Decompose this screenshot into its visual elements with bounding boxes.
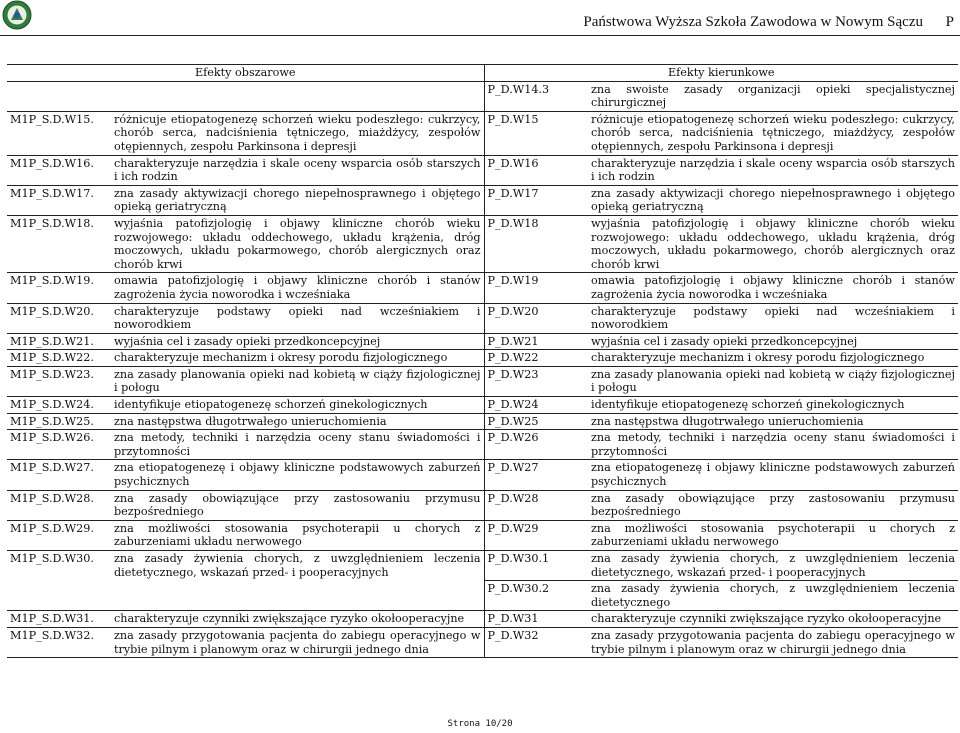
- left-code: M1P_S.D.W29.: [7, 520, 111, 550]
- right-code: P_D.W16: [484, 155, 588, 185]
- right-desc: wyjaśnia cel i zasady opieki przedkoncepcyjnej: [588, 333, 958, 350]
- table-row: [7, 333, 958, 350]
- right-column-header: Efekty kierunkowe: [484, 65, 958, 82]
- table-row: [7, 366, 958, 396]
- right-desc: zna metody, techniki i narzędzia oceny stanu świadomości i przytomności: [588, 430, 958, 460]
- empty-cell: [7, 81, 484, 111]
- table-row: [7, 551, 958, 581]
- right-desc: charakteryzuje mechanizm i okresy porodu fizjologicznego: [588, 350, 958, 367]
- left-desc: wyjaśnia patofizjologię i objawy kliniczne chorób wieku rozwojowego: układu oddechowego, układu krążenia, dróg moczowych, układu pokarmowego, chorób alergicznych oraz chorób krwi: [111, 215, 484, 272]
- table-row: [7, 185, 958, 215]
- table-body-tail: [7, 611, 958, 658]
- right-desc: zna zasady żywienia chorych, z uwzględnieniem leczenia dietetycznego: [588, 581, 958, 611]
- left-code: M1P_S.D.W19.: [7, 273, 111, 303]
- left-desc: zna możliwości stosowania psychoterapii u chorych z zaburzeniami układu nerwowego: [111, 520, 484, 550]
- page-footer: Strona 10/20: [447, 719, 513, 729]
- page-title: Państwowa Wyższa Szkoła Zawodowa w Nowym Sączu: [583, 14, 923, 30]
- left-desc: wyjaśnia cel i zasady opieki przedkoncepcyjnej: [111, 333, 484, 350]
- table-row: [7, 215, 958, 272]
- left-code: M1P_S.D.W24.: [7, 397, 111, 414]
- table-header-row: [7, 65, 958, 82]
- header-rule: [0, 35, 960, 36]
- left-column-header: Efekty obszarowe: [7, 65, 484, 82]
- table-row: [7, 111, 958, 155]
- table-row: [7, 460, 958, 490]
- right-code: P_D.W23: [484, 366, 588, 396]
- right-code: P_D.W27: [484, 460, 588, 490]
- right-desc: wyjaśnia patofizjologię i objawy kliniczne chorób wieku rozwojowego: układu oddechowego, układu krążenia, dróg moczowych, układu pokarmowego, chorób alergicznych oraz chorób krwi: [588, 215, 958, 272]
- right-desc: zna zasady planowania opieki nad kobietą w ciąży fizjologicznej i połogu: [588, 366, 958, 396]
- header-letter: P: [945, 14, 954, 30]
- right-code: P_D.W19: [484, 273, 588, 303]
- table-row: [7, 81, 958, 111]
- left-code: M1P_S.D.W17.: [7, 185, 111, 215]
- table-row: [7, 520, 958, 550]
- page-header: [0, 14, 960, 34]
- left-desc: zna zasady aktywizacji chorego niepełnosprawnego i objętego opieką geriatryczną: [111, 185, 484, 215]
- right-desc: zna zasady aktywizacji chorego niepełnosprawnego i objętego opieką geriatryczną: [588, 185, 958, 215]
- left-desc: zna zasady planowania opieki nad kobietą w ciąży fizjologicznej i połogu: [111, 366, 484, 396]
- table-body: [7, 111, 958, 550]
- left-code: M1P_S.D.W30.: [7, 551, 111, 611]
- left-code: M1P_S.D.W23.: [7, 366, 111, 396]
- right-desc: zna swoiste zasady organizacji opieki specjalistycznej chirurgicznej: [588, 81, 958, 111]
- table-row: [7, 413, 958, 430]
- right-code: P_D.W22: [484, 350, 588, 367]
- right-code: P_D.W25: [484, 413, 588, 430]
- left-code: M1P_S.D.W18.: [7, 215, 111, 272]
- right-desc: charakteryzuje czynniki zwiększające ryzyko okołooperacyjne: [588, 611, 958, 628]
- table-row: [7, 303, 958, 333]
- left-code: M1P_S.D.W27.: [7, 460, 111, 490]
- right-desc: zna zasady przygotowania pacjenta do zabiegu operacyjnego w trybie pilnym i planowym oraz w chirurgii jednego dnia: [588, 627, 958, 657]
- left-desc: charakteryzuje mechanizm i okresy porodu fizjologicznego: [111, 350, 484, 367]
- left-code: M1P_S.D.W21.: [7, 333, 111, 350]
- right-desc: zna następstwa długotrwałego unieruchomienia: [588, 413, 958, 430]
- left-code: M1P_S.D.W32.: [7, 627, 111, 657]
- left-desc: zna zasady obowiązujące przy zastosowaniu przymusu bezpośredniego: [111, 490, 484, 520]
- right-code: P_D.W24: [484, 397, 588, 414]
- left-desc: zna zasady żywienia chorych, z uwzględnieniem leczenia dietetycznego, wskazań przed- i pooperacyjnych: [111, 551, 484, 611]
- left-desc: zna etiopatogenezę i objawy kliniczne podstawowych zaburzeń psychicznych: [111, 460, 484, 490]
- left-desc: zna zasady przygotowania pacjenta do zabiegu operacyjnego w trybie pilnym i planowym oraz w chirurgii jednego dnia: [111, 627, 484, 657]
- right-code: P_D.W30.1: [484, 551, 588, 581]
- right-code: P_D.W21: [484, 333, 588, 350]
- right-code: P_D.W30.2: [484, 581, 588, 611]
- left-code: M1P_S.D.W31.: [7, 611, 111, 628]
- left-code: M1P_S.D.W28.: [7, 490, 111, 520]
- left-desc: omawia patofizjologię i objawy kliniczne chorób i stanów zagrożenia życia noworodka i wcześniaka: [111, 273, 484, 303]
- left-desc: zna następstwa długotrwałego unieruchomienia: [111, 413, 484, 430]
- right-desc: zna etiopatogenezę i objawy kliniczne podstawowych zaburzeń psychicznych: [588, 460, 958, 490]
- table-row: [7, 611, 958, 628]
- right-code: P_D.W14.3: [484, 81, 588, 111]
- left-desc: charakteryzuje narzędzia i skale oceny wsparcia osób starszych i ich rodzin: [111, 155, 484, 185]
- right-desc: charakteryzuje narzędzia i skale oceny wsparcia osób starszych i ich rodzin: [588, 155, 958, 185]
- right-code: P_D.W32: [484, 627, 588, 657]
- left-desc: charakteryzuje podstawy opieki nad wcześniakiem i noworodkiem: [111, 303, 484, 333]
- right-desc: charakteryzuje podstawy opieki nad wcześniakiem i noworodkiem: [588, 303, 958, 333]
- left-desc: różnicuje etiopatogenezę schorzeń wieku podeszłego: cukrzycy, chorób serca, nadciśnienia tętniczego, miażdżycy, zespołów otępiennych, zespołu Parkinsona i depresji: [111, 111, 484, 155]
- left-code: M1P_S.D.W16.: [7, 155, 111, 185]
- right-desc: zna możliwości stosowania psychoterapii u chorych z zaburzeniami układu nerwowego: [588, 520, 958, 550]
- table-row: [7, 397, 958, 414]
- right-code: P_D.W20: [484, 303, 588, 333]
- right-desc: zna zasady żywienia chorych, z uwzględnieniem leczenia dietetycznego, wskazań przed- i pooperacyjnych: [588, 551, 958, 581]
- table-row: [7, 350, 958, 367]
- left-code: M1P_S.D.W26.: [7, 430, 111, 460]
- left-code: M1P_S.D.W25.: [7, 413, 111, 430]
- left-desc: identyfikuje etiopatogenezę schorzeń ginekologicznych: [111, 397, 484, 414]
- right-desc: omawia patofizjologię i objawy kliniczne chorób i stanów zagrożenia życia noworodka i wcześniaka: [588, 273, 958, 303]
- right-desc: różnicuje etiopatogenezę schorzeń wieku podeszłego: cukrzycy, chorób serca, nadciśnienia tętniczego, miażdżycy, zespołów otępiennych, zespołu Parkinsona i depresji: [588, 111, 958, 155]
- left-desc: zna metody, techniki i narzędzia oceny stanu świadomości i przytomności: [111, 430, 484, 460]
- right-code: P_D.W26: [484, 430, 588, 460]
- right-code: P_D.W18: [484, 215, 588, 272]
- left-code: M1P_S.D.W15.: [7, 111, 111, 155]
- right-code: P_D.W17: [484, 185, 588, 215]
- table-row: [7, 430, 958, 460]
- right-code: P_D.W29: [484, 520, 588, 550]
- table-row: [7, 490, 958, 520]
- left-code: M1P_S.D.W20.: [7, 303, 111, 333]
- table-row: [7, 627, 958, 657]
- left-code: M1P_S.D.W22.: [7, 350, 111, 367]
- right-code: P_D.W15: [484, 111, 588, 155]
- table-row: [7, 155, 958, 185]
- right-desc: identyfikuje etiopatogenezę schorzeń ginekologicznych: [588, 397, 958, 414]
- right-code: P_D.W28: [484, 490, 588, 520]
- right-code: P_D.W31: [484, 611, 588, 628]
- effects-table: [7, 64, 958, 658]
- table-row: [7, 273, 958, 303]
- left-desc: charakteryzuje czynniki zwiększające ryzyko okołooperacyjne: [111, 611, 484, 628]
- right-desc: zna zasady obowiązujące przy zastosowaniu przymusu bezpośredniego: [588, 490, 958, 520]
